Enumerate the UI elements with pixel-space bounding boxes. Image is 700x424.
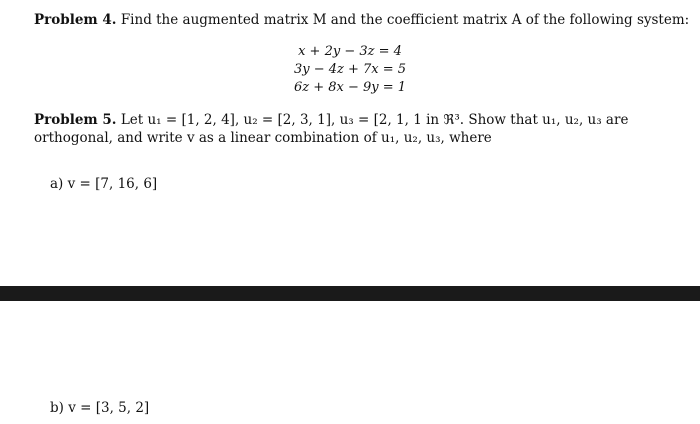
problem-4-label: Problem 4. (34, 12, 117, 28)
equation-1: x + 2y − 3z = 4 (298, 44, 402, 59)
equation-3: 6z + 8x − 9y = 1 (293, 80, 407, 95)
problem-5-line-2: orthogonal, and write v as a linear combination of u₁, u₂, u₃, where (34, 130, 492, 146)
problem-5-part-a: a) v = [7, 16, 6] (50, 176, 158, 192)
divider-bar (0, 286, 700, 301)
problem-5-part-b: b) v = [3, 5, 2] (50, 400, 150, 416)
problem-5-label: Problem 5. (34, 112, 117, 128)
problem-4-statement (34, 12, 689, 29)
equation-2: 3y − 4z + 7x = 5 (293, 62, 407, 77)
problem-5-line-1: Let u₁ = [1, 2, 4], u₂ = [2, 3, 1], u₃ = [2, 1, 1 in ℜ³. Show that u₁, u₂, u₃ are (120, 112, 629, 128)
problem-5-statement (34, 112, 628, 129)
problem-4-text: Find the augmented matrix M and the coefficient matrix A of the following system: (120, 12, 690, 28)
